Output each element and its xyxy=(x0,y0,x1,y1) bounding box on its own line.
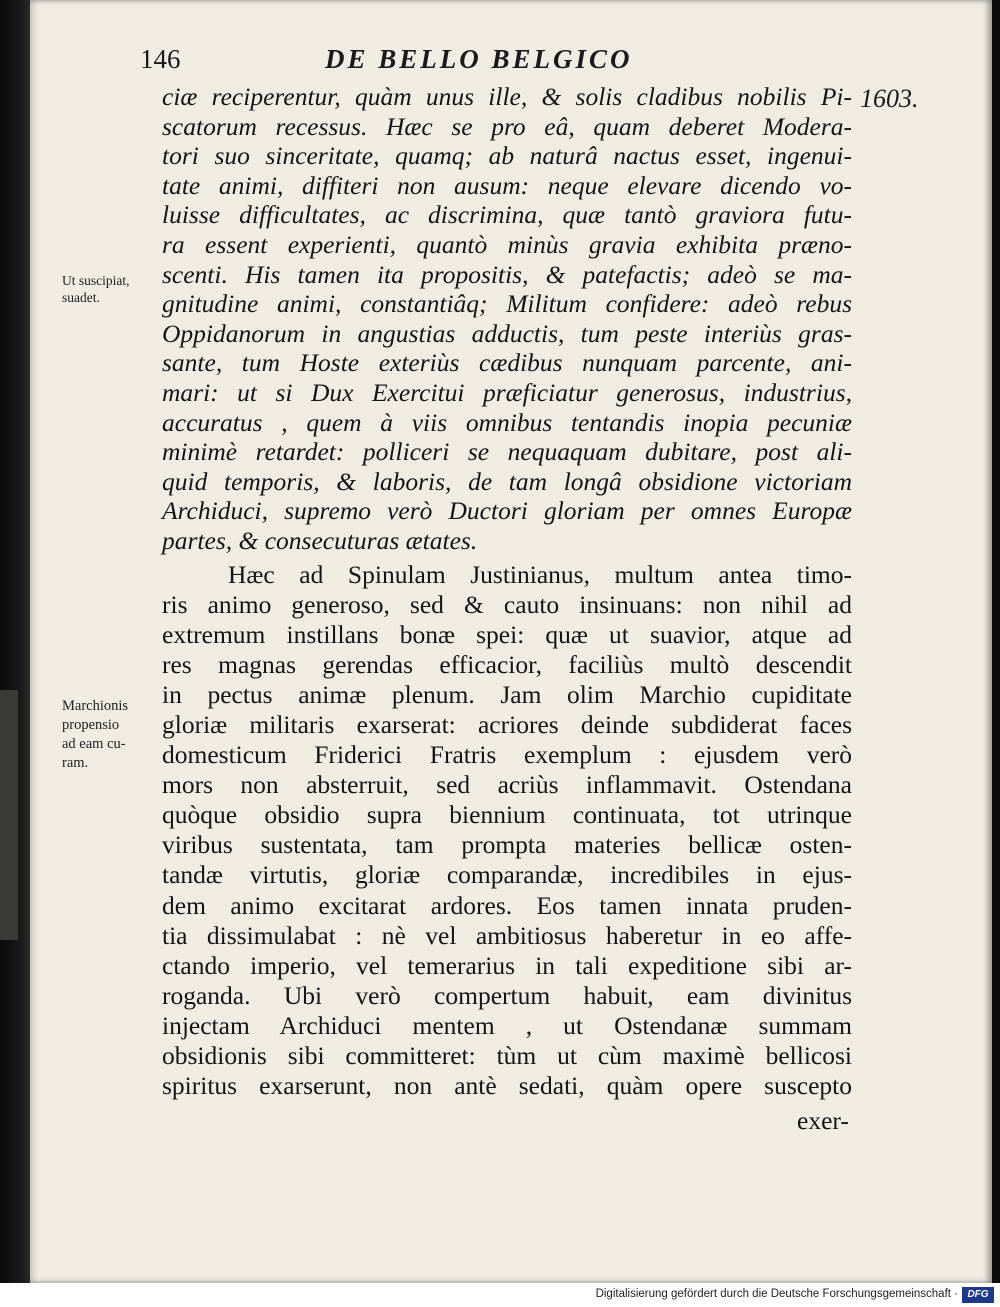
margin-note-line: suadet. xyxy=(62,290,100,305)
text-line: gnitudine animi, constantiâq; Militum confidere: adeò rebus xyxy=(162,289,852,319)
text-line: obsidionis sibi committeret: tùm ut cùm maximè bellicosi xyxy=(162,1041,852,1070)
text-line: minimè retardet: polliceri se nequaquam dubitare, post ali- xyxy=(162,437,852,467)
text-line: Oppidanorum in angustias adductis, tum peste interiùs gras- xyxy=(162,318,852,348)
text-line: partes, & consecuturas ætates. xyxy=(162,525,478,555)
margin-note-line: propensio xyxy=(62,717,120,733)
text-line: mors non absterruit, sed acriùs inflammavit. Ostendana xyxy=(162,770,852,800)
text-line: ra essent experienti, quantò minùs gravia exhibita præno- xyxy=(162,229,852,259)
digitization-footer xyxy=(0,1283,1000,1307)
text-line: domesticum Friderici Fratris exemplum : ejusdem verò xyxy=(162,740,852,770)
body-text xyxy=(162,82,852,1101)
text-line: mari: ut si Dux Exercitui præficiatur generosus, industrius, xyxy=(162,377,852,407)
italic-passage xyxy=(162,82,852,556)
text-line: dem animo excitarat ardores. Eos tamen innata pruden- xyxy=(162,890,852,920)
scan-left-edge xyxy=(0,0,30,1283)
text-line: scenti. His tamen ita propositis, & patefactis; adeò se ma- xyxy=(162,259,852,289)
text-line: spiritus exarserunt, non antè sedati, quàm opere suscepto xyxy=(162,1071,852,1101)
text-line: quòque obsidio supra biennium continuata, tot utrinque xyxy=(162,800,852,830)
page-header xyxy=(130,44,830,84)
text-line: ciæ reciperentur, quàm unus ille, & solis cladibus nobilis Pi- xyxy=(162,82,852,111)
text-line: accuratus , quem à viis omnibus tentandis inopia pecuniæ xyxy=(162,407,852,437)
margin-note-line: ad eam cu- xyxy=(62,736,126,752)
text-line: res magnas gerendas efficacior, faciliùs multò descendit xyxy=(162,649,852,679)
adjacent-page-scrap xyxy=(0,690,18,940)
page-number: 146 xyxy=(140,44,181,74)
text-line: ctando imperio, vel temerarius in tali expeditione sibi ar- xyxy=(162,950,852,980)
text-line: viribus sustentata, tam prompta materies bellicæ osten- xyxy=(162,830,852,860)
margin-note-marchionis xyxy=(62,697,157,773)
dfg-logo: DFG xyxy=(962,1287,994,1303)
margin-note-line: ram. xyxy=(62,755,89,771)
text-line: tate animi, diffiteri non ausum: neque elevare dicendo vo- xyxy=(162,170,852,200)
text-line: scatorum recessus. Hæc se pro eâ, quam deberet Modera- xyxy=(162,111,852,141)
running-head: DE BELLO BELGICO xyxy=(325,44,633,74)
text-line: extremum instillans bonæ spei: quæ ut suavior, atque ad xyxy=(162,619,852,649)
catchword: exer- xyxy=(797,1106,849,1135)
margin-note-line: Ut suscipiat, xyxy=(62,273,130,288)
text-line: in pectus animæ plenum. Jam olim Marchio cupiditate xyxy=(162,679,852,709)
roman-passage xyxy=(162,560,852,1102)
text-line: tia dissimulabat : nè vel ambitiosus haberetur in eo affe- xyxy=(162,920,852,950)
margin-year: 1603. xyxy=(860,84,919,113)
text-line: tori suo sinceritate, quamq; ab naturâ nactus esset, ingenui- xyxy=(162,141,852,171)
text-line: quid temporis, & laboris, de tam longâ obsidione victoriam xyxy=(162,466,852,496)
text-line: Hæc ad Spinulam Justinianus, multum antea timo- xyxy=(228,559,852,589)
margin-note-suadet xyxy=(62,272,157,306)
text-line: gloriæ militaris exarserat: acriores deinde subdiderat faces xyxy=(162,709,852,739)
text-line: luisse difficultates, ac discrimina, quæ tantò graviora futu- xyxy=(162,200,852,230)
margin-note-line: Marchionis xyxy=(62,698,129,714)
footer-credit: Digitalisierung gefördert durch die Deutsche Forschungsgemeinschaft · xyxy=(595,1288,958,1300)
text-line: injectam Archiduci mentem , ut Ostendanæ summam xyxy=(162,1010,852,1040)
text-line: ris animo generoso, sed & cauto insinuans: non nihil ad xyxy=(162,589,852,619)
text-line: tandæ virtutis, gloriæ comparandæ, incredibiles in ejus- xyxy=(162,860,852,890)
text-line: sante, tum Hoste exteriùs cædibus nunquam parcente, ani- xyxy=(162,348,852,378)
text-line: Archiduci, supremo verò Ductori gloriam per omnes Europæ xyxy=(162,496,852,526)
text-line: roganda. Ubi verò compertum habuit, eam divinitus xyxy=(162,980,852,1010)
